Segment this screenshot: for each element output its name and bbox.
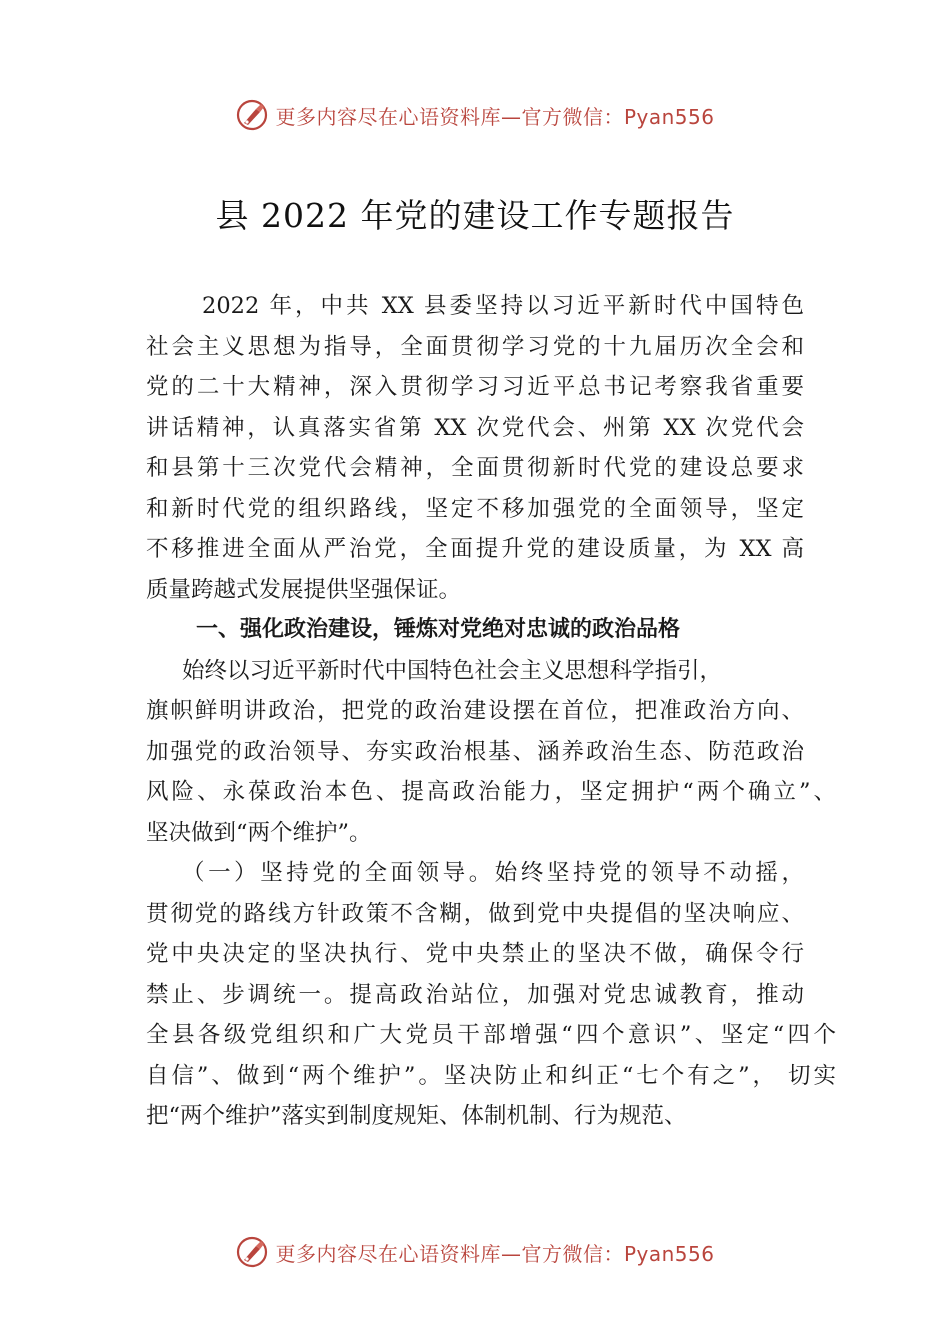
paragraph-1-line: 2022 年，中共 XX 县委坚持以习近平新时代中国特色: [202, 293, 804, 319]
paragraph-3-line: 党中央决定的坚决执行、党中央禁止的坚决不做，确保令行: [146, 941, 804, 967]
paragraph-2-line: 加强党的政治领导、夯实政治根基、涵养政治生态、防范政治: [146, 738, 804, 765]
paragraph-1-line: 社会主义思想为指导，全面贯彻学习党的十九届历次全会和: [146, 333, 804, 360]
paragraph-2-line: 旗帜鲜明讲政治，把党的政治建设摆在首位，把准政治方向、: [146, 698, 804, 724]
paragraph-1-line: 和新时代党的组织路线，坚定不移加强党的全面领导，坚定: [146, 495, 804, 522]
paragraph-1-line: 和县第十三次党代会精神，全面贯彻新时代党的建设总要求: [146, 455, 804, 481]
paragraph-1-line: 不移推进全面从严治党，全面提升党的建设质量，为 XX 高: [146, 536, 804, 562]
fountain-pen-logo-icon: [235, 1235, 269, 1269]
banner-text: 更多内容尽在心语资料库—官方微信：Pyan556: [275, 1241, 715, 1266]
document-title: 县 2022 年党的建设工作专题报告: [215, 196, 735, 235]
paragraph-3-line: 贯彻党的路线方针政策不含糊，做到党中央提倡的坚决响应、: [146, 900, 804, 927]
paragraph-1-line: 党的二十大精神，深入贯彻学习习近平总书记考察我省重要: [146, 374, 804, 400]
paragraph-1-line: 质量跨越式发展提供坚强保证。: [146, 576, 462, 603]
banner-text: 更多内容尽在心语资料库—官方微信：Pyan556: [275, 104, 715, 129]
paragraph-2-line: 风险、永葆政治本色、提高政治能力，坚定拥护“两个确立”、: [146, 779, 836, 805]
paragraph-3-line: 全县各级党组织和广大党员干部增强“四个意识”、坚定“四个: [146, 1022, 836, 1048]
paragraph-3-line: 禁止、步调统一。提高政治站位，加强对党忠诚教育，推动: [146, 981, 804, 1008]
paragraph-1-line: 讲话精神，认真落实省第 XX 次党代会、州第 XX 次党代会: [146, 414, 804, 441]
section-heading-1: 一、强化政治建设，锤炼对党绝对忠诚的政治品格: [196, 617, 681, 642]
fountain-pen-logo-icon: [235, 98, 269, 132]
paragraph-3-line: 自信”、做到“两个维护”。坚决防止和纠正“七个有之”， 切实: [146, 1062, 836, 1089]
paragraph-2-line: 始终以习近平新时代中国特色社会主义思想科学指引，: [182, 657, 723, 684]
header-watermark-banner: [0, 95, 950, 135]
document-body: [146, 286, 836, 1137]
paragraph-3-line: 把“两个维护”落实到制度规矩、体制机制、行为规范、: [146, 1103, 687, 1129]
footer-watermark-banner: [0, 1232, 950, 1272]
paragraph-3-line: （一）坚持党的全面领导。始终坚持党的领导不动摇，: [182, 860, 804, 886]
paragraph-2-line: 坚决做到“两个维护”。: [146, 819, 372, 846]
